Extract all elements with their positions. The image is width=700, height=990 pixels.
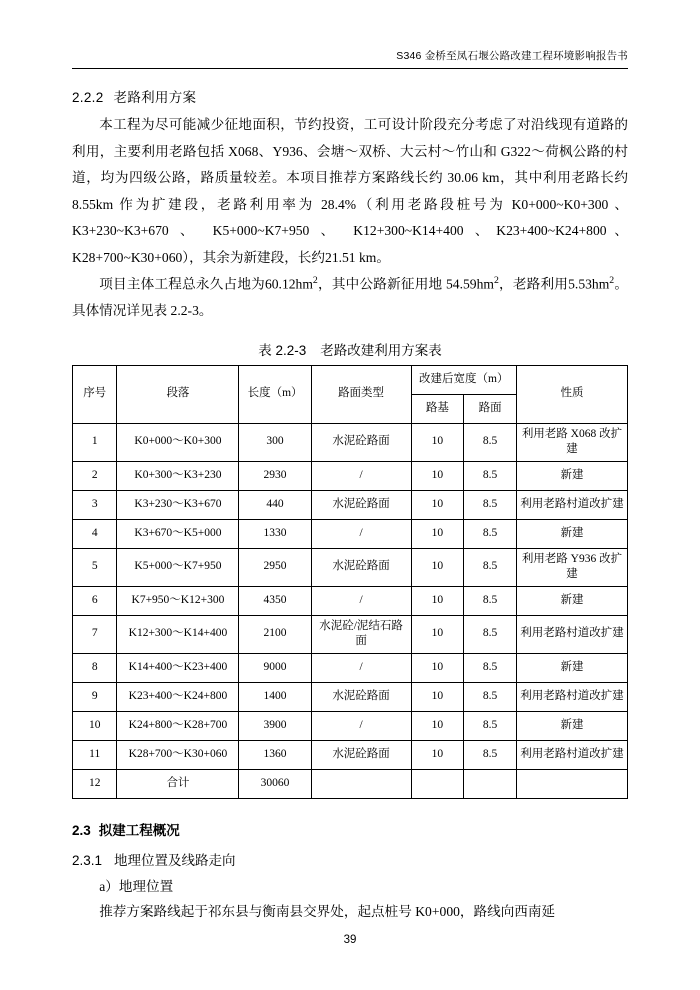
cell-seq: 9 (73, 682, 117, 711)
header-subgrade: 路基 (411, 394, 464, 423)
cell-segment: K12+300～K14+400 (117, 615, 239, 653)
table-row (73, 711, 628, 740)
cell-type: 水泥砼路面 (311, 740, 411, 769)
heading-title: 地理位置及线路走向 (114, 852, 236, 868)
heading-title: 老路利用方案 (113, 90, 197, 105)
cell-subgrade: 10 (411, 548, 464, 586)
cell-surface: 8.5 (464, 461, 517, 490)
cell-length: 4350 (239, 586, 311, 615)
cell-surface: 8.5 (464, 682, 517, 711)
cell-subgrade: 10 (411, 711, 464, 740)
table-row (73, 423, 628, 461)
cell-type: 水泥砼/泥结石路面 (311, 615, 411, 653)
header-pavement-type: 路面类型 (311, 365, 411, 423)
cell-seq: 2 (73, 461, 117, 490)
cell-nature (516, 769, 627, 798)
cell-nature: 利用老路村道改扩建 (516, 740, 627, 769)
cell-surface: 8.5 (464, 548, 517, 586)
cell-segment: 合计 (117, 769, 239, 798)
cell-type: 水泥砼路面 (311, 682, 411, 711)
table-row (73, 682, 628, 711)
land-text-part3: ，老路利用5.53hm (498, 276, 610, 292)
cell-subgrade: 10 (411, 490, 464, 519)
superscript-2c: 2 (609, 275, 615, 286)
cell-type: / (311, 586, 411, 615)
table-row (73, 615, 628, 653)
cell-subgrade: 10 (411, 586, 464, 615)
cell-length: 2950 (239, 548, 311, 586)
table-row (73, 740, 628, 769)
page-footer: 39 (343, 934, 357, 946)
cell-seq: 7 (73, 615, 117, 653)
table-caption-number: 表 2.2-3 (258, 342, 307, 358)
cell-type: 水泥砼路面 (311, 423, 411, 461)
table-row (73, 653, 628, 682)
cell-subgrade: 10 (411, 682, 464, 711)
cell-type (311, 769, 411, 798)
header-nature: 性质 (516, 365, 627, 423)
cell-type: / (311, 711, 411, 740)
cell-length: 2930 (239, 461, 311, 490)
old-road-reconstruction-table (72, 365, 628, 799)
cell-length: 9000 (239, 653, 311, 682)
table-row (73, 490, 628, 519)
cell-type: / (311, 519, 411, 548)
cell-length: 2100 (239, 615, 311, 653)
cell-length: 300 (239, 423, 311, 461)
cell-type: 水泥砼路面 (311, 548, 411, 586)
cell-segment: K5+000～K7+950 (117, 548, 239, 586)
table-header-row-1 (73, 365, 628, 394)
cell-subgrade: 10 (411, 423, 464, 461)
heading-number: 2.3 (72, 822, 91, 838)
land-text-part4: 。具体情况详见表 2.2-3。 (72, 276, 628, 319)
cell-length: 3900 (239, 711, 311, 740)
cell-nature: 新建 (516, 586, 627, 615)
cell-nature: 利用老路 Y936 改扩建 (516, 548, 627, 586)
land-text-part1: 项目主体工程总永久占地为60.12hm (99, 276, 313, 292)
cell-segment: K0+000～K0+300 (117, 423, 239, 461)
superscript-2a: 2 (312, 275, 318, 286)
cell-segment: K0+300～K3+230 (117, 461, 239, 490)
cell-nature: 新建 (516, 653, 627, 682)
header-rule (72, 68, 628, 69)
table-caption-text: 老路改建利用方案表 (320, 342, 442, 358)
cell-length: 1400 (239, 682, 311, 711)
header-segment: 段落 (117, 365, 239, 423)
cell-subgrade (411, 769, 464, 798)
cell-seq: 4 (73, 519, 117, 548)
cell-nature: 利用老路村道改扩建 (516, 682, 627, 711)
cell-length: 440 (239, 490, 311, 519)
paragraph-route-start: 推荐方案路线起于祁东县与衡南县交界处，起点桩号 K0+000，路线向西南延 (99, 903, 556, 919)
cell-seq: 8 (73, 653, 117, 682)
cell-segment: K14+400～K23+400 (117, 653, 239, 682)
cell-segment: K23+400～K24+800 (117, 682, 239, 711)
cell-surface (464, 769, 517, 798)
cell-seq: 12 (73, 769, 117, 798)
cell-seq: 11 (73, 740, 117, 769)
cell-nature: 利用老路村道改扩建 (516, 490, 627, 519)
cell-nature: 新建 (516, 711, 627, 740)
table-row (73, 548, 628, 586)
heading-2-2-2 (72, 86, 628, 106)
heading-number: 2.3.1 (72, 852, 103, 868)
running-header: S346 金桥至凤石堰公路改建工程环境影响报告书 (396, 50, 628, 62)
superscript-2b: 2 (493, 275, 499, 286)
heading-2-3 (72, 819, 628, 839)
table-row (73, 586, 628, 615)
cell-type: / (311, 461, 411, 490)
header-length: 长度（m） (239, 365, 311, 423)
heading-2-3-1 (72, 849, 628, 869)
cell-length: 1360 (239, 740, 311, 769)
cell-type: 水泥砼路面 (311, 490, 411, 519)
table-row-total (73, 769, 628, 798)
cell-surface: 8.5 (464, 423, 517, 461)
table-row (73, 461, 628, 490)
cell-subgrade: 10 (411, 519, 464, 548)
cell-surface: 8.5 (464, 490, 517, 519)
cell-surface: 8.5 (464, 586, 517, 615)
cell-segment: K3+670～K5+000 (117, 519, 239, 548)
page-content (72, 86, 628, 925)
cell-seq: 6 (73, 586, 117, 615)
cell-length: 1330 (239, 519, 311, 548)
heading-title: 拟建工程概况 (98, 822, 180, 838)
table-row (73, 519, 628, 548)
cell-segment: K24+800～K28+700 (117, 711, 239, 740)
land-text-part2: ，其中公路新征用地 54.59hm (317, 276, 494, 292)
cell-surface: 8.5 (464, 615, 517, 653)
cell-type: / (311, 653, 411, 682)
table-caption (72, 339, 628, 359)
header-width-group: 改建后宽度（m） (411, 365, 516, 394)
cell-surface: 8.5 (464, 519, 517, 548)
cell-seq: 5 (73, 548, 117, 586)
cell-surface: 8.5 (464, 740, 517, 769)
cell-surface: 8.5 (464, 653, 517, 682)
paragraph-old-road-use: 本工程为尽可能减少征地面积，节约投资，工可设计阶段充分考虑了对沿线现有道路的利用，主要利用老路包括 X068、Y936、会塘～双桥、大云村～竹山和 G322～荷枫公路的村道，均为四级公路，路质量较差。本项目推荐方案路线长约 30.06 km，其中利用老路长约 8.55km 作为扩建段，老路利用率为 28.4%（利用老路段桩号为 K0+000~K0+300 、 K3+230~K3+670 、 K5+000~K7+950 、 K12+300~K14+400 、K23+400~K24+800、K28+700~K30+060），其余为新建段，长约21.51 km。 (72, 117, 628, 265)
cell-segment: K3+230～K3+670 (117, 490, 239, 519)
cell-seq: 10 (73, 711, 117, 740)
list-item-a-geographic-position: a）地理位置 (99, 878, 174, 894)
cell-subgrade: 10 (411, 740, 464, 769)
cell-nature: 新建 (516, 461, 627, 490)
cell-nature: 利用老路 X068 改扩建 (516, 423, 627, 461)
cell-length: 30060 (239, 769, 311, 798)
paragraph-land-occupation (72, 271, 628, 325)
cell-surface: 8.5 (464, 711, 517, 740)
header-seq: 序号 (73, 365, 117, 423)
cell-seq: 1 (73, 423, 117, 461)
cell-seq: 3 (73, 490, 117, 519)
cell-nature: 利用老路村道改扩建 (516, 615, 627, 653)
heading-number: 2.2.2 (72, 90, 104, 105)
cell-segment: K7+950～K12+300 (117, 586, 239, 615)
header-surface: 路面 (464, 394, 517, 423)
cell-subgrade: 10 (411, 653, 464, 682)
table-body (73, 423, 628, 798)
cell-subgrade: 10 (411, 615, 464, 653)
cell-segment: K28+700～K30+060 (117, 740, 239, 769)
cell-subgrade: 10 (411, 461, 464, 490)
cell-nature: 新建 (516, 519, 627, 548)
